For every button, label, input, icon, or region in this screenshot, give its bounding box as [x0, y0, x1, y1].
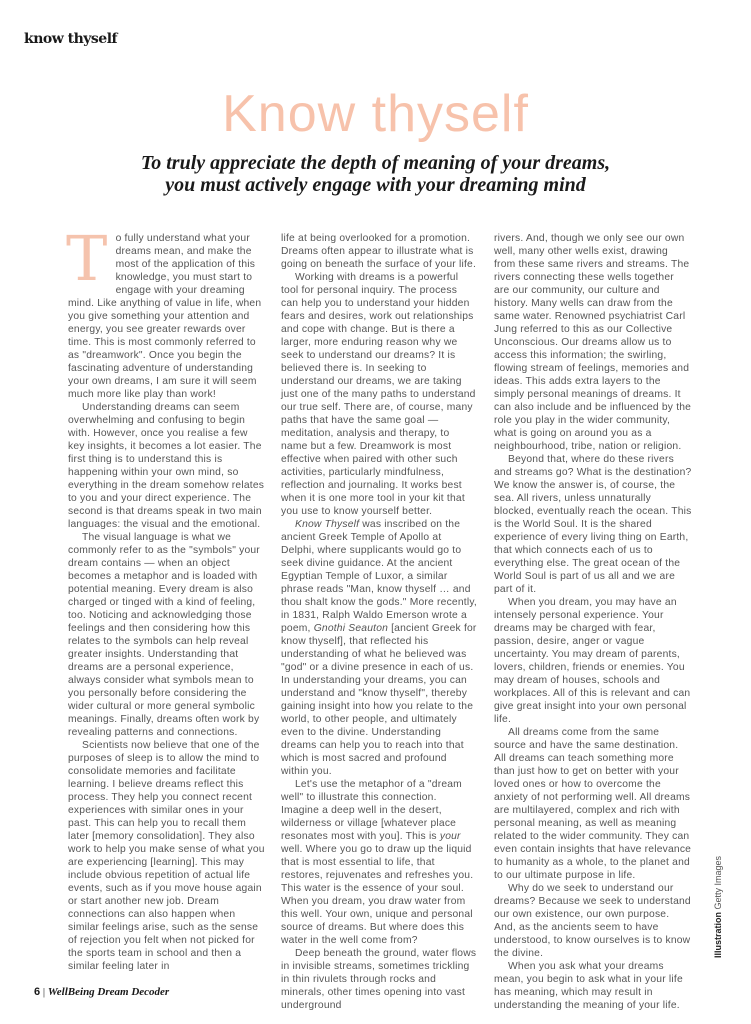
paragraph: Let's use the metaphor of a "dream well" to illustrate this connection. Imagine a deep well in the desert, wilderness or village [whatever place resonates most with you]. This is your well. Where you go to draw up the liquid that is most essential to life, that restores, rejuvenates and refreshes you. This water is the essence of your soul. When you dream, you draw water from this well. Your own, unique and personal source of dreams. But where does this water in the well come from?	[281, 779, 474, 946]
paragraph: Beyond that, where do these rivers and streams go? What is the destination? We know the answer is, of course, the sea. All rivers, unless unnaturally blocked, eventually reach the ocean. This is the World Soul. It is the shared experience of every living thing on Earth, that which connects each of us to everything else. The great ocean of the World Soul is part of us all and we are part of it.	[494, 454, 692, 595]
paragraph: Working with dreams is a powerful tool for personal inquiry. The process can help you to understand your hidden fears and desires, work out relationships and cope with change. But is there a larger, more enduring reason why we seek to understand our dreams? It is believed there is. In seeking to understand our dreams, we are taking just one of the many paths to understand our true self. There are, of course, many paths that have the same goal — meditation, analysis and therapy, to name but a few. Dreamwork is most effective when paired with other such activities, particularly mindfulness, reflection and journaling. It works best when it is one more tool in your kit that you use to know yourself better.	[281, 272, 476, 517]
credit-label: Illustration	[713, 911, 723, 958]
paragraph: life at being overlooked for a promotion. Dreams often appear to illustrate what is going on beneath the surface of your life.	[281, 233, 477, 270]
page-number: 6	[34, 986, 41, 998]
standfirst-line: To truly appreciate the depth of meaning of your dreams,	[140, 152, 611, 174]
paragraph: Why do we seek to understand our dreams? Because we seek to understand our own existence, our own purpose. And, as the ancients seem to have understood, to know ourselves is to know the divine.	[494, 883, 691, 959]
section-tag: know thyself	[24, 31, 118, 47]
paragraph: rivers. And, though we only see our own well, many other wells exist, drawing from these same rivers and streams. The rivers connecting these wells together are our community, our culture and history. Many wells can draw from the same water. Renowned psychiatrist Carl Jung referred to this as our Collective Unconscious. Our dreams allow us to access this information; the swirling, flowing stream of feelings, memories and ideas. This adds extra layers to the simply personal meanings of dreams. It can also include and be influenced by the role you play in the wider community, what is going on around you as a neighbourhood, tribe, nation or religion.	[494, 233, 692, 452]
publication-name: WellBeing Dream Decoder	[47, 986, 170, 998]
italic-phrase: Gnothi Seauton	[313, 623, 389, 634]
italic-word: your	[439, 831, 461, 842]
article-column-2	[281, 232, 477, 1012]
standfirst-line: you must actively engage with your dreaming mind	[165, 174, 586, 196]
paragraph: When you ask what your dreams mean, you begin to ask what in your life has meaning, which may result in understanding the meaning of your life.	[494, 961, 683, 1011]
standfirst	[0, 152, 751, 196]
paragraph: To fully understand what your dreams mean, and make the most of the application of this knowledge, you must start to engage with your dreaming mind. Like anything of value in life, when you give something your attention and energy, you see greater rewards over time. This is most commonly referred to as "dreamwork". Once you begin the fascinating adventure of understanding your own dreams, I am sure it will seem much more like play than work!	[66, 222, 262, 400]
paragraph: When you dream, you may have an intensely personal experience. Your dreams may be charged with fear, passion, desire, anger or vague uncertainty. You may dream of parents, lovers, children, friends or enemies. You may dream of houses, schools and workplaces. All of this is relevant and can give great insight into your own personal life.	[494, 597, 691, 725]
article-column-3	[494, 232, 692, 1012]
paragraph: Deep beneath the ground, water flows in invisible streams, sometimes trickling in thin rivulets through rocks and minerals, other times opening into vast underground	[281, 948, 477, 1011]
page-footer	[34, 986, 169, 998]
paragraph: Know Thyself was inscribed on the ancient Greek Temple of Apollo at Delphi, where supplicants would go to seek divine guidance. At the ancient Egyptian Temple of Luxor, a similar phrase reads "Man, know thyself … and thou shalt know the gods." More recently, in 1831, Ralph Waldo Emerson wrote a poem, Gnothi Seauton [ancient Greek for know thyself], that reflected his understanding of what he believed was "god" or a divine presence in each of us. In understanding your dreams, you can understand and "know thyself", thereby gaining insight into how you relate to the world, to other people, and ultimately even to the divine. Understanding dreams can help you to reach into that which is most sacred and profound within you.	[281, 519, 477, 777]
article-column-1	[66, 222, 266, 973]
image-credit	[713, 856, 723, 958]
paragraph: Understanding dreams can seem overwhelming and confusing to begin with. However, once you realise a few key insights, it becomes a lot easier. The first thing is to understand this is happening within your own mind, so everything in the dream somehow relates to you and your direct experience. The second is that dreams speak in two main languages: the visual and the emotional.	[68, 402, 265, 530]
footer-separator: |	[42, 986, 46, 998]
italic-phrase: Know Thyself	[295, 519, 360, 530]
paragraph: Scientists now believe that one of the purposes of sleep is to allow the mind to consolidate memories and facilitate learning. I believe dreams reflect this process. They help you connect recent experiences with similar ones in your past. This can help you to recall them later [memory consolidation]. They also work to help you make sense of what you are experiencing [learning]. This may include obvious repetition of actual life events, such as if you move house again or start another new job. Dream connections can also happen when similar feelings arise, such as the sense of rejection you felt when not picked for the sports team in school and then a similar feeling later in	[68, 740, 265, 972]
paragraph: All dreams come from the same source and have the same destination. All dreams can teach something more than just how to get on better with your loved ones or how to overcome the anxiety of not performing well. All dreams are multilayered, complex and rich with personal meaning, as well as meaning related to the wider community. They can even contain insights that have relevance to humanity as a whole, to the planet and to our ultimate purpose in life.	[494, 727, 692, 881]
drop-cap: T	[66, 222, 108, 295]
credit-source: Getty Images	[713, 855, 723, 910]
article-title: Know thyself	[222, 85, 529, 143]
paragraph: The visual language is what we commonly refer to as the "symbols" your dream contains — when an object becomes a metaphor and is loaded with potential meaning. Every dream is also charged or tinged with a kind of feeling, too. Noticing and acknowledging those feelings and then considering how this relates to the symbols can help reveal greater insights. Understanding that dreams are a personal experience, always consider what symbols mean to you personally before considering the wider cultural or more general symbolic meanings. Finally, dreams often work by revealing patterns and connections.	[68, 532, 260, 738]
